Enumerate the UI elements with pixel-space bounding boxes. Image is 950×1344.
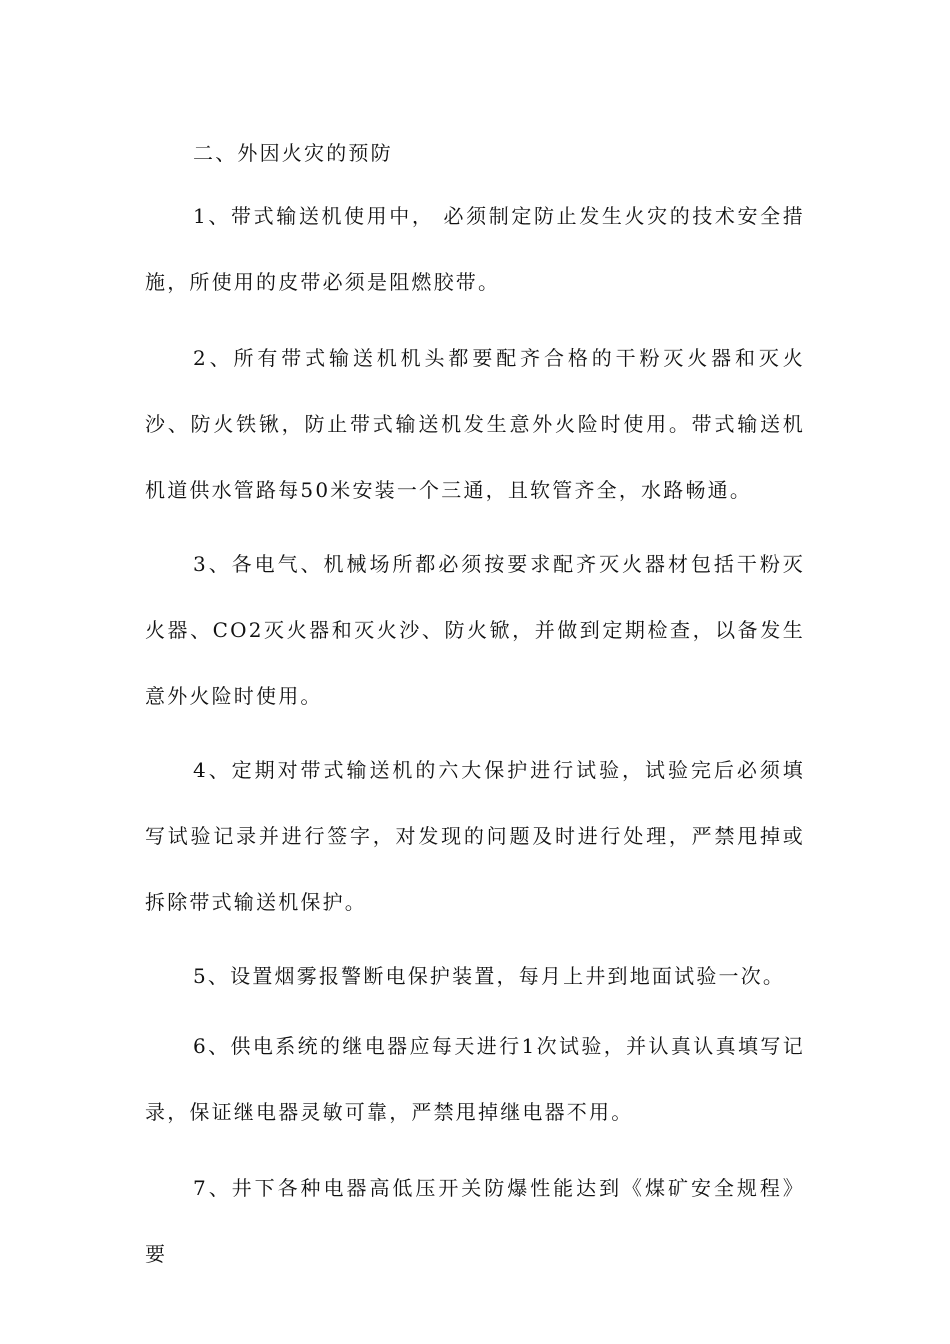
paragraph-4: 4、定期对带式输送机的六大保护进行试验，试验完后必须填写试验记录并进行签字，对发现的问题及时进行处理，严禁甩掉或拆除带式输送机保护。: [145, 758, 805, 914]
section-heading: 二、外因火灾的预防: [193, 141, 393, 165]
paragraph-5: 5、设置烟雾报警断电保护装置，每月上井到地面试验一次。: [193, 964, 786, 988]
paragraph-2: 2、所有带式输送机机头都要配齐合格的干粉灭火器和灭火沙、防火铁锹，防止带式输送机发生意外火险时使用。带式输送机机道供水管路每50米安装一个三通，且软管齐全，水路畅通。: [145, 346, 805, 502]
paragraph-3: 3、各电气、机械场所都必须按要求配齐灭火器材包括干粉灭火器、CO2灭火器和灭火沙、防火锨，并做到定期检查，以备发生意外火险时使用。: [145, 552, 805, 708]
paragraph-1: 1、带式输送机使用中， 必须制定防止发生火灾的技术安全措施，所使用的皮带必须是阻燃胶带。: [145, 204, 805, 294]
paragraph-7: 7、井下各种电器高低压开关防爆性能达到《煤矿安全规程》要: [145, 1176, 805, 1266]
paragraph-6: 6、供电系统的继电器应每天进行1次试验，并认真认真填写记录，保证继电器灵敏可靠，严禁甩掉继电器不用。: [145, 1034, 805, 1124]
